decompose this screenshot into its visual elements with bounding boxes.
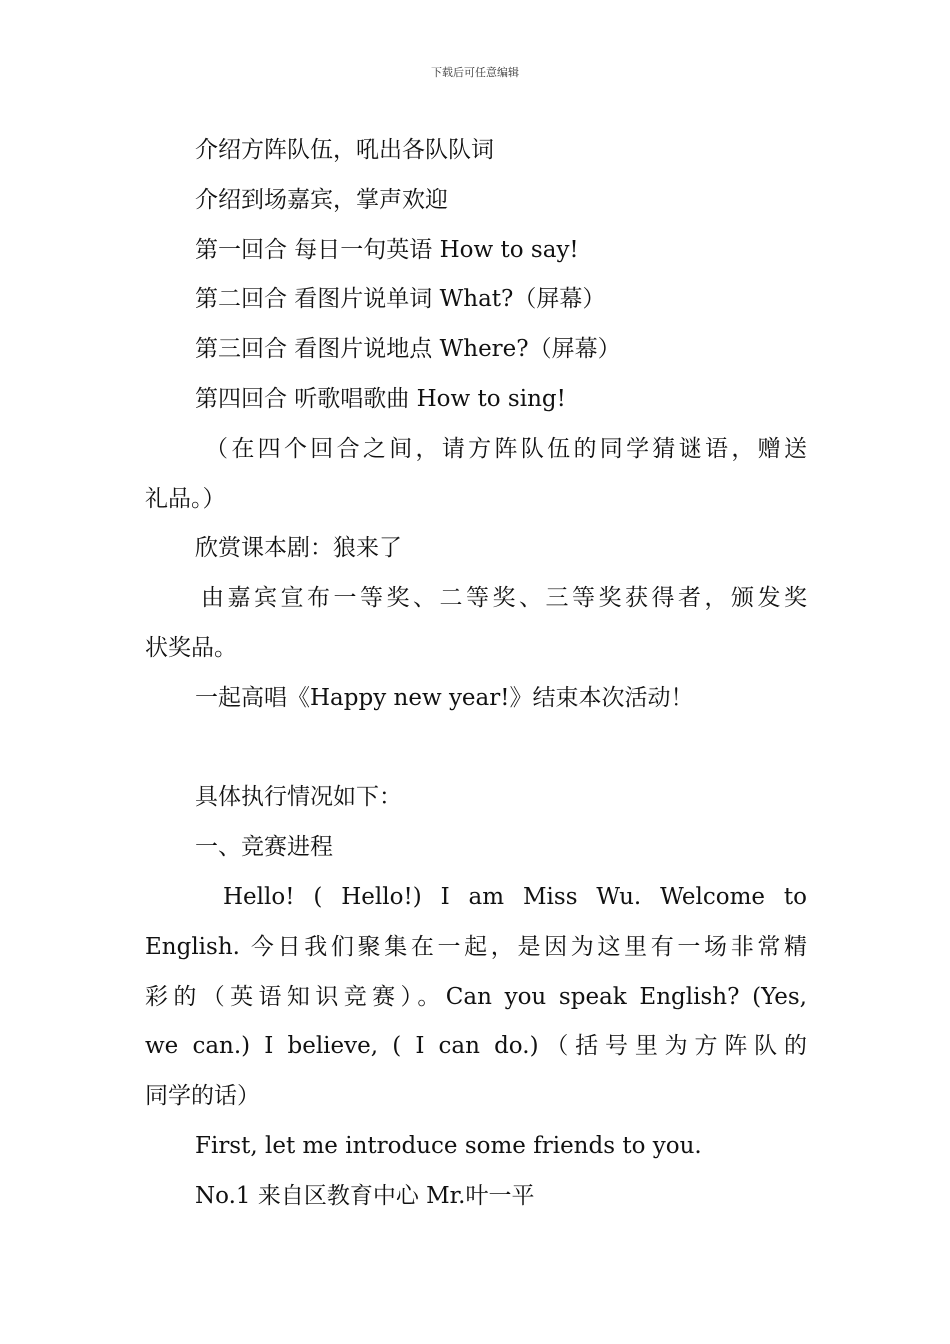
text-line: 一起高唱《Happy new year!》结束本次活动！ — [195, 684, 694, 711]
text-line: 彩的（英语知识竞赛）。Can you speak English? (Yes, — [145, 983, 807, 1010]
text-line: 具体执行情况如下： — [195, 784, 402, 811]
page-header: 下载后可任意编辑 — [431, 66, 519, 79]
text-line: 第一回合 每日一句英语 How to say! — [195, 236, 579, 263]
text-line: （在四个回合之间，请方阵队伍的同学猜谜语，赠送 — [205, 435, 807, 462]
text-line: 第三回合 看图片说地点 Where?（屏幕） — [195, 336, 621, 363]
text-line: 礼品。） — [145, 485, 226, 512]
text-line: 第四回合 听歌唱歌曲 How to sing! — [195, 385, 566, 412]
text-line: Hello! ( Hello!) I am Miss Wu. Welcome to — [223, 883, 807, 910]
text-line: 由嘉宾宣布一等奖、二等奖、三等奖获得者，颁发奖 — [201, 585, 807, 612]
text-line: No.1 来自区教育中心 Mr.叶一平 — [195, 1182, 535, 1209]
document-body — [145, 126, 807, 1222]
blank-line — [145, 724, 807, 774]
text-line: 介绍到场嘉宾，掌声欢迎 — [195, 186, 448, 213]
text-line: 一、竞赛进程 — [195, 834, 333, 861]
text-line: we can.) I believe, ( I can do.)（括号里为方阵队的 — [145, 1033, 807, 1060]
text-line: English. 今日我们聚集在一起，是因为这里有一场非常精 — [145, 933, 807, 960]
text-line: 欣赏课本剧：狼来了 — [195, 535, 402, 562]
text-line: 同学的话） — [145, 1083, 260, 1110]
text-line: 第二回合 看图片说单词 What?（屏幕） — [195, 286, 606, 313]
text-line: 介绍方阵队伍，吼出各队队词 — [195, 137, 494, 163]
text-line: 状奖品。 — [145, 634, 237, 661]
text-line: First, let me introduce some friends to you. — [195, 1132, 702, 1159]
